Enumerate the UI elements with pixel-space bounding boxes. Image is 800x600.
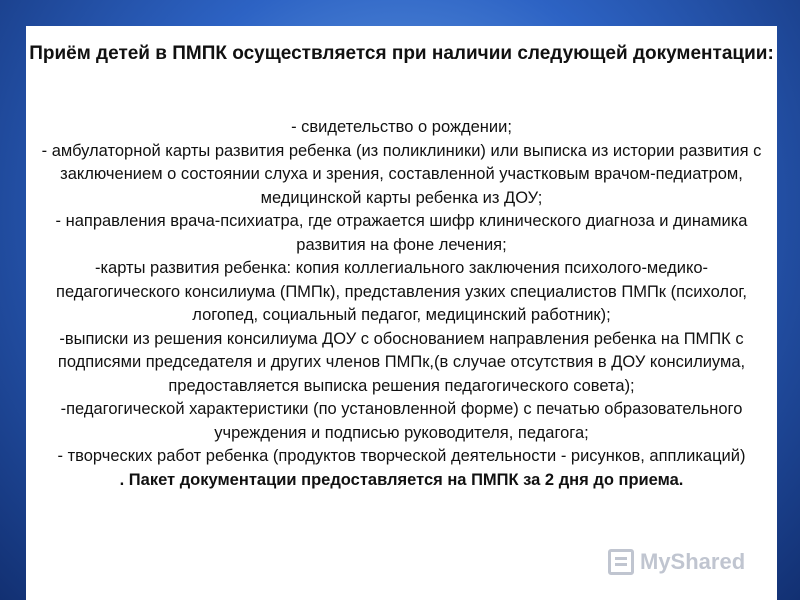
final-note: . Пакет документации предоставляется на ПМПК за 2 дня до приема. bbox=[119, 470, 684, 489]
list-item: - свидетельство о рождении; bbox=[291, 118, 512, 136]
list-item: -карты развития ребенка: копия коллегиального заключения психолого-медико-педагогического консилиума (ПМПк), представления узких специалистов ПМПк (психолог, логопед, социальный педагог, медицинский работник); bbox=[56, 259, 747, 324]
watermark-text: MyShared bbox=[640, 549, 746, 574]
content-panel bbox=[26, 26, 777, 600]
slide-title: Приём детей в ПМПК осуществляется при наличии следующей документации: bbox=[29, 43, 774, 64]
presentation-icon bbox=[608, 549, 634, 575]
list-item: - творческих работ ребенка (продуктов творческой деятельности - рисунков, аппликаций) bbox=[57, 447, 746, 465]
list-item: -выписки из решения консилиума ДОУ с обоснованием направления ребенка на ПМПК с подписями председателя и других членов ПМПк,(в случае отсутствия в ДОУ консилиума, предоставляется выписка решения педагогического совета); bbox=[57, 329, 746, 395]
watermark bbox=[608, 542, 768, 582]
list-item: -педагогической характеристики (по установленной форме) с печатью образовательного учреждения и подписью руководителя, педагога; bbox=[60, 400, 743, 442]
list-item: - амбулаторной карты развития ребенка (из поликлиники) или выписка из истории развития с заключением о состоянии слуха и зрения, составленной участковым врачом-педиатром, медицинской карты ребенка из ДОУ; bbox=[41, 141, 762, 207]
document-list bbox=[34, 116, 769, 492]
list-item: - направления врача-психиатра, где отражается шифр клинического диагноза и динамика развития на фоне лечения; bbox=[55, 212, 748, 254]
